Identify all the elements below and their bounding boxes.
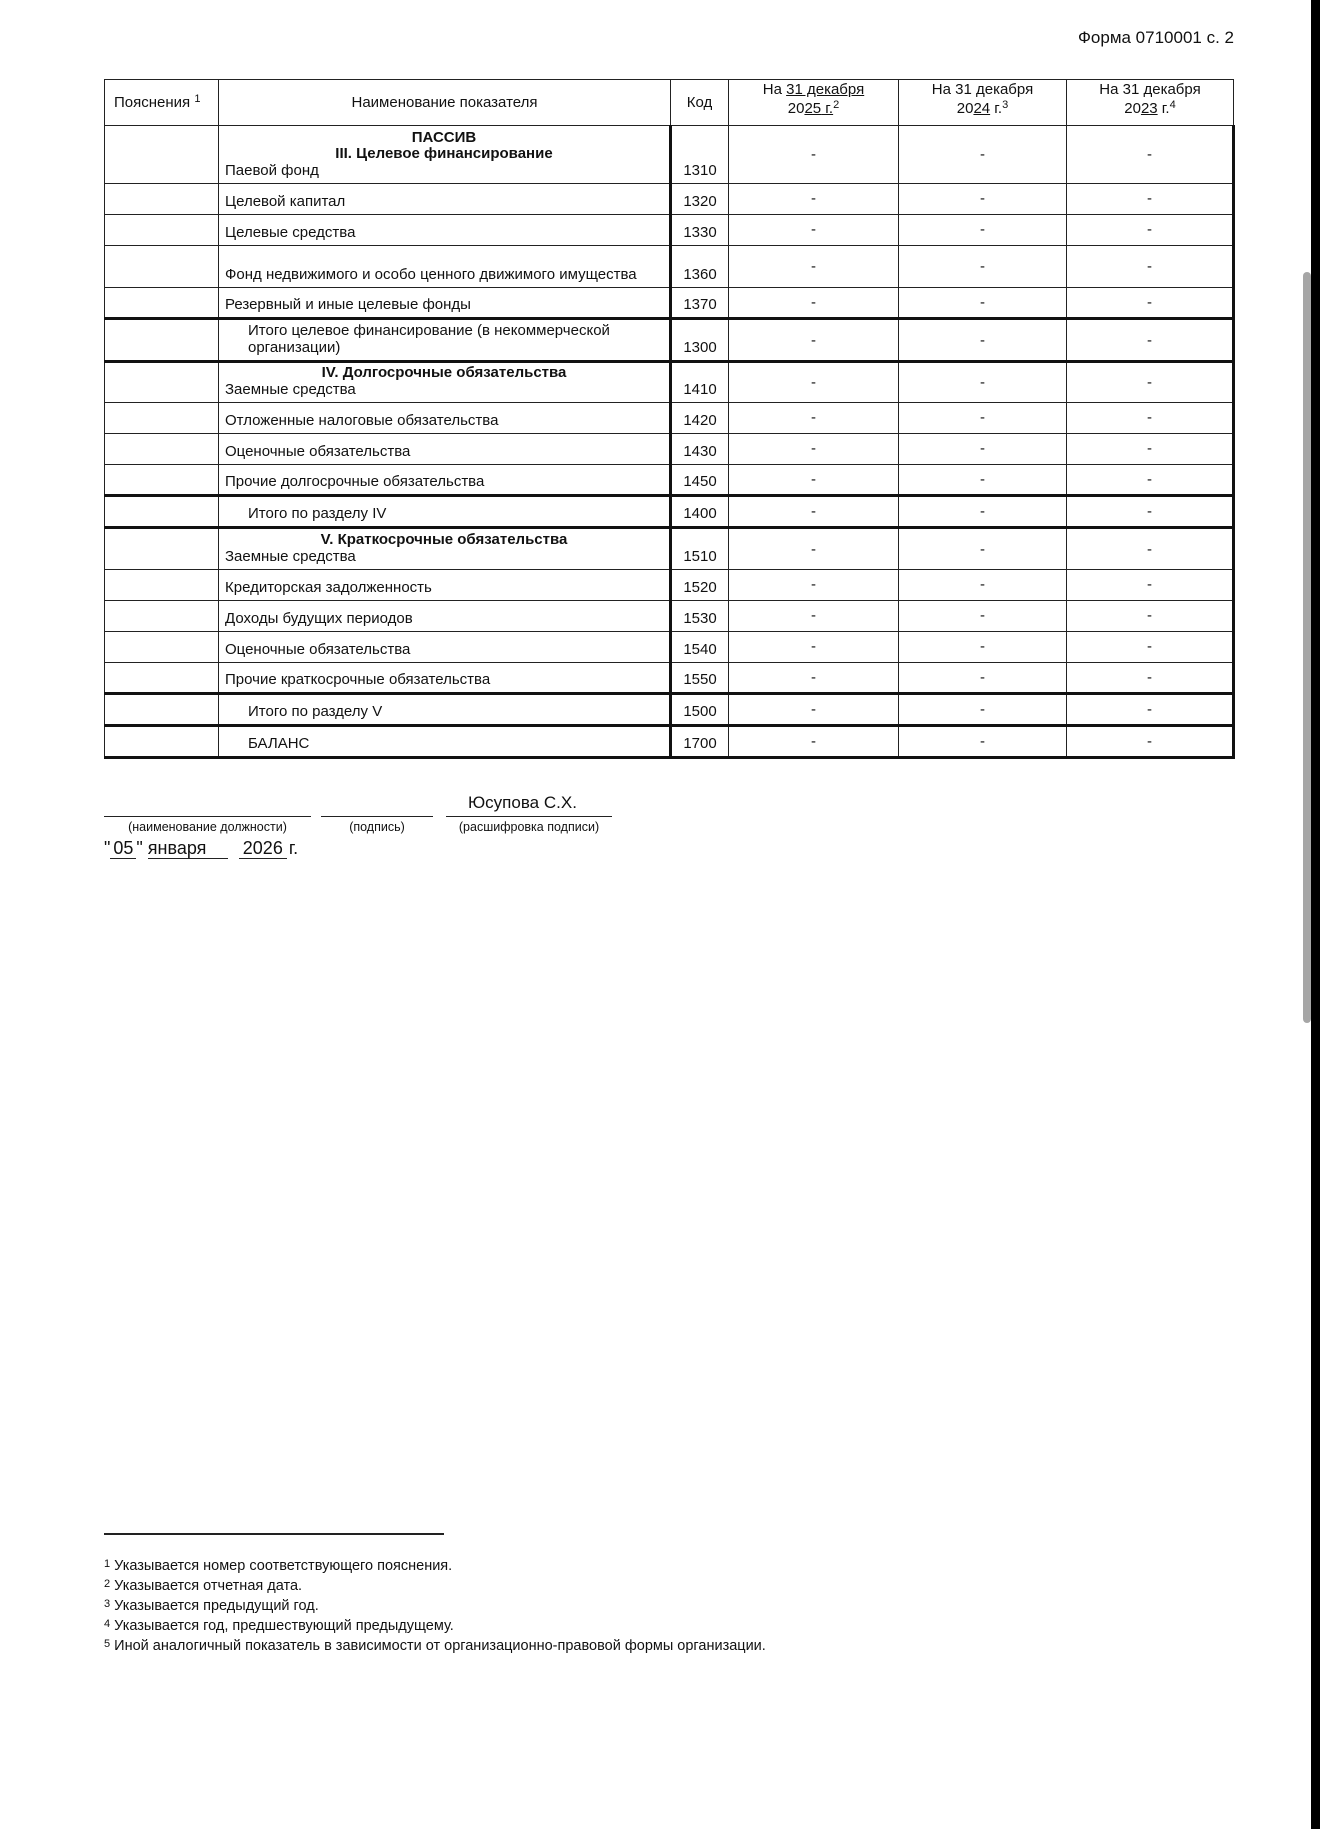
header-col2: На 31 декабря 2024 г.$^3$ xyxy=(899,80,1067,126)
value-2024: - xyxy=(899,246,1067,288)
value-2025: - xyxy=(729,246,899,288)
balance-table xyxy=(104,79,1235,759)
code-cell: 1530 xyxy=(671,601,729,632)
code-cell: 1410 xyxy=(671,362,729,403)
table-row xyxy=(105,632,1234,663)
explanation-cell xyxy=(105,362,219,403)
value-2023: - xyxy=(1067,528,1234,570)
signature-date: " 05 " января 2026 г. xyxy=(104,838,299,858)
indicator-name: ПАССИВ III. Целевое финансирование Паевой фонд xyxy=(219,126,671,184)
value-2024: - xyxy=(899,570,1067,601)
indicator-name: Кредиторская задолженность xyxy=(219,570,671,601)
value-2023: - xyxy=(1067,694,1234,726)
value-2023: - xyxy=(1067,403,1234,434)
explanation-cell xyxy=(105,403,219,434)
value-2023: - xyxy=(1067,288,1234,319)
header-explanations: Пояснения $^1$ xyxy=(105,80,219,126)
value-2023: - xyxy=(1067,126,1234,184)
value-2025: - xyxy=(729,632,899,663)
indicator-name: Прочие краткосрочные обязательства xyxy=(219,663,671,694)
value-2023: - xyxy=(1067,465,1234,496)
value-2023: - xyxy=(1067,319,1234,362)
code-cell: 1450 xyxy=(671,465,729,496)
table-row xyxy=(105,319,1234,362)
table-row xyxy=(105,126,1234,184)
explanation-cell xyxy=(105,246,219,288)
value-2025: - xyxy=(729,663,899,694)
table-row xyxy=(105,434,1234,465)
value-2023: - xyxy=(1067,246,1234,288)
value-2024: - xyxy=(899,528,1067,570)
value-2025: - xyxy=(729,434,899,465)
code-cell: 1520 xyxy=(671,570,729,601)
indicator-name: БАЛАНС xyxy=(219,726,671,758)
footnote: $^5$ Иной аналогичный показатель в зависимости от организационно-правовой формы организации. xyxy=(104,1638,766,1654)
table-row xyxy=(105,362,1234,403)
footnote-ref: 3 xyxy=(1002,99,1009,111)
section-title-passive: ПАССИВ xyxy=(411,129,477,146)
header-col3: На 31 декабря 2023 г.$^4$ xyxy=(1067,80,1234,126)
table-row xyxy=(105,288,1234,319)
value-2024: - xyxy=(899,434,1067,465)
code-cell: 1370 xyxy=(671,288,729,319)
footnote-ref: 4 xyxy=(1169,99,1176,111)
indicator-name: Оценочные обязательства xyxy=(219,632,671,663)
value-2024: - xyxy=(899,601,1067,632)
value-2025: - xyxy=(729,184,899,215)
header-col1: На 31 декабря 2025 г.$^2$ xyxy=(729,80,899,126)
indicator-name: Прочие долгосрочные обязательства xyxy=(219,465,671,496)
value-2023: - xyxy=(1067,434,1234,465)
explanation-cell xyxy=(105,496,219,528)
code-cell: 1360 xyxy=(671,246,729,288)
code-cell: 1510 xyxy=(671,528,729,570)
code-cell: 1420 xyxy=(671,403,729,434)
code-cell: 1310 xyxy=(671,126,729,184)
indicator-name: Итого целевое финансирование (в некоммерческой организации) xyxy=(219,319,671,362)
scrollbar-thumb[interactable] xyxy=(1303,272,1311,1023)
value-2023: - xyxy=(1067,496,1234,528)
value-2024: - xyxy=(899,465,1067,496)
date-year: 2026 xyxy=(239,838,287,859)
value-2025: - xyxy=(729,126,899,184)
explanation-cell xyxy=(105,126,219,184)
value-2025: - xyxy=(729,215,899,246)
decoding-line xyxy=(446,816,612,817)
value-2023: - xyxy=(1067,362,1234,403)
code-cell: 1700 xyxy=(671,726,729,758)
value-2025: - xyxy=(729,319,899,362)
indicator-name: Резервный и иные целевые фонды xyxy=(219,288,671,319)
form-code: Форма 0710001 с. 2 xyxy=(1077,28,1234,47)
footnote: $^3$ Указывается предыдущий год. xyxy=(104,1598,319,1614)
value-2024: - xyxy=(899,496,1067,528)
value-2025: - xyxy=(729,694,899,726)
code-cell: 1540 xyxy=(671,632,729,663)
indicator-name: Фонд недвижимого и особо ценного движимого имущества xyxy=(219,246,671,288)
section-title-4: IV. Долгосрочные обязательства xyxy=(321,364,567,381)
value-2024: - xyxy=(899,632,1067,663)
value-2023: - xyxy=(1067,632,1234,663)
explanation-cell xyxy=(105,319,219,362)
value-2024: - xyxy=(899,126,1067,184)
value-2023: - xyxy=(1067,601,1234,632)
value-2024: - xyxy=(899,726,1067,758)
value-2025: - xyxy=(729,570,899,601)
explanation-cell xyxy=(105,601,219,632)
value-2024: - xyxy=(899,288,1067,319)
indicator-name: IV. Долгосрочные обязательства Заемные средства xyxy=(219,362,671,403)
table-row xyxy=(105,215,1234,246)
footnote-ref: 2 xyxy=(833,99,840,111)
explanation-cell xyxy=(105,215,219,246)
explanation-cell xyxy=(105,632,219,663)
screen-edge xyxy=(1311,0,1320,1829)
caption-signature: (подпись) xyxy=(349,820,405,834)
value-2025: - xyxy=(729,726,899,758)
table-row xyxy=(105,246,1234,288)
date-month: января xyxy=(148,838,228,859)
date-day: 05 xyxy=(110,838,136,859)
explanation-cell xyxy=(105,434,219,465)
table-header-row xyxy=(105,80,1234,126)
explanation-cell xyxy=(105,184,219,215)
value-2023: - xyxy=(1067,663,1234,694)
signature-line xyxy=(321,816,433,817)
position-line xyxy=(104,816,311,817)
value-2024: - xyxy=(899,663,1067,694)
indicator-name: V. Краткосрочные обязательства Заемные средства xyxy=(219,528,671,570)
value-2024: - xyxy=(899,403,1067,434)
section-title-3: III. Целевое финансирование xyxy=(335,145,553,162)
value-2024: - xyxy=(899,694,1067,726)
value-2024: - xyxy=(899,184,1067,215)
code-cell: 1430 xyxy=(671,434,729,465)
value-2024: - xyxy=(899,319,1067,362)
table-row xyxy=(105,663,1234,694)
table-row xyxy=(105,601,1234,632)
code-cell: 1550 xyxy=(671,663,729,694)
explanation-cell xyxy=(105,465,219,496)
explanation-cell xyxy=(105,570,219,601)
explanation-cell xyxy=(105,288,219,319)
table-row-balance xyxy=(105,726,1234,758)
value-2025: - xyxy=(729,496,899,528)
indicator-name: Целевые средства xyxy=(219,215,671,246)
indicator-name: Итого по разделу IV xyxy=(219,496,671,528)
vertical-scrollbar[interactable] xyxy=(1302,0,1311,1829)
value-2023: - xyxy=(1067,184,1234,215)
signatory-name: Юсупова С.Х. xyxy=(468,793,577,812)
value-2025: - xyxy=(729,403,899,434)
table-row xyxy=(105,496,1234,528)
value-2023: - xyxy=(1067,570,1234,601)
footnotes xyxy=(104,1556,766,1656)
footnote: $^2$ Указывается отчетная дата. xyxy=(104,1578,303,1594)
value-2023: - xyxy=(1067,726,1234,758)
indicator-name: Оценочные обязательства xyxy=(219,434,671,465)
table-row xyxy=(105,465,1234,496)
header-code: Код xyxy=(671,80,729,126)
header-name: Наименование показателя xyxy=(219,80,671,126)
footnote: $^4$ Указывается год, предшествующий предыдущему. xyxy=(104,1618,454,1634)
value-2024: - xyxy=(899,362,1067,403)
code-cell: 1500 xyxy=(671,694,729,726)
explanation-cell xyxy=(105,694,219,726)
indicator-name: Отложенные налоговые обязательства xyxy=(219,403,671,434)
caption-position: (наименование должности) xyxy=(128,820,287,834)
table-row xyxy=(105,570,1234,601)
table-row xyxy=(105,694,1234,726)
value-2025: - xyxy=(729,601,899,632)
footnote-ref: 1 xyxy=(194,93,201,105)
section-title-5: V. Краткосрочные обязательства xyxy=(320,531,568,548)
code-cell: 1400 xyxy=(671,496,729,528)
value-2023: - xyxy=(1067,215,1234,246)
explanation-cell xyxy=(105,726,219,758)
table-row xyxy=(105,528,1234,570)
value-2025: - xyxy=(729,465,899,496)
value-2025: - xyxy=(729,528,899,570)
explanation-cell xyxy=(105,528,219,570)
indicator-name: Целевой капитал xyxy=(219,184,671,215)
indicator-name: Итого по разделу V xyxy=(219,694,671,726)
footnote: $^1$ Указывается номер соответствующего пояснения. xyxy=(104,1558,453,1574)
indicator-name: Доходы будущих периодов xyxy=(219,601,671,632)
value-2025: - xyxy=(729,288,899,319)
explanation-cell xyxy=(105,663,219,694)
footnote-separator xyxy=(104,1533,444,1535)
code-cell: 1320 xyxy=(671,184,729,215)
value-2024: - xyxy=(899,215,1067,246)
code-cell: 1300 xyxy=(671,319,729,362)
table-row xyxy=(105,184,1234,215)
caption-decoding: (расшифровка подписи) xyxy=(458,820,600,834)
code-cell: 1330 xyxy=(671,215,729,246)
table-row xyxy=(105,403,1234,434)
value-2025: - xyxy=(729,362,899,403)
